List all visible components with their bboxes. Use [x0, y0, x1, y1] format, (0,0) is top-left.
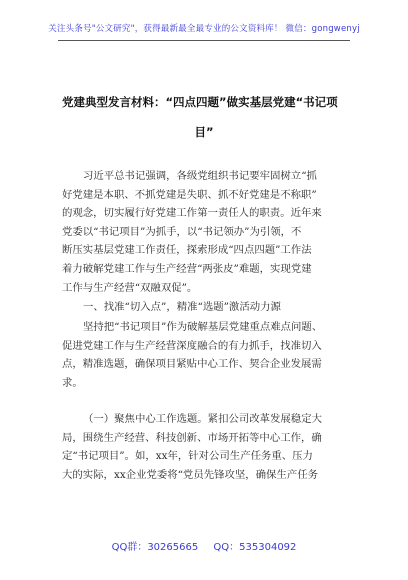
text-line: 的观念，切实履行好党建工作第一责任人的职责。近年来 [62, 207, 322, 220]
paragraph-section-one [62, 318, 350, 392]
text-line: 求。 [62, 376, 83, 389]
section-heading-text: 一、找准“切入点”，精准“选题”激活动力源 [83, 301, 281, 313]
header-divider [58, 40, 350, 41]
document-title-continuation: 目” [194, 125, 214, 139]
section-heading [62, 298, 350, 317]
text-line: 促进党建工作与生产经营深度融合的有力抓手，找准切入 [62, 339, 322, 352]
paragraph-subsection-one [62, 410, 350, 484]
footer-qq-group: QQ群：30265665 [111, 542, 199, 553]
text-line: 定“书记项目”。如，xx年，针对公司生产任务重、压力 [62, 450, 313, 463]
document-title: 党建典型发言材料：“四点四题”做实基层党建“书记项 [62, 95, 338, 109]
text-line: （一）聚焦中心工作选题。紧扣公司改革发展稳定大 [83, 413, 322, 425]
text-line: 局，围绕生产经营、科技创新、市场开拓等中心工作，确 [62, 431, 322, 444]
text-line: 大的实际，xx企业党委将“党员先锋攻坚，确保生产任务 [62, 468, 319, 481]
text-line: 党委以“书记项目”为抓手，以“书记领办”为引领，不 [62, 225, 302, 238]
header-banner: 关注头条号"公文研究"，获得最新最全最专业的公文资料库！ 微信：gongwenyj [48, 24, 360, 34]
footer-contact [0, 538, 408, 553]
footer-qq-number: QQ：535304092 [213, 542, 297, 553]
text-line: 工作与生产经营“双融双促”。 [62, 281, 198, 294]
text-line: 好党建是本职、不抓党建是失职、抓不好党建是不称职” [62, 188, 317, 201]
paragraph-intro [62, 167, 350, 297]
text-line: 坚持把“书记项目”作为破解基层党建重点难点问题、 [83, 321, 323, 333]
text-line: 习近平总书记强调，各级党组织书记要牢固树立“抓 [83, 170, 317, 182]
text-line: 点，精准选题，确保项目紧贴中心工作、契合企业发展需 [62, 358, 322, 371]
text-line: 断压实基层党建工作责任，探索形成“四点四题”工作法 [62, 244, 312, 257]
text-line: 着力破解党建工作与生产经营“两张皮”难题，实现党建 [62, 262, 312, 275]
